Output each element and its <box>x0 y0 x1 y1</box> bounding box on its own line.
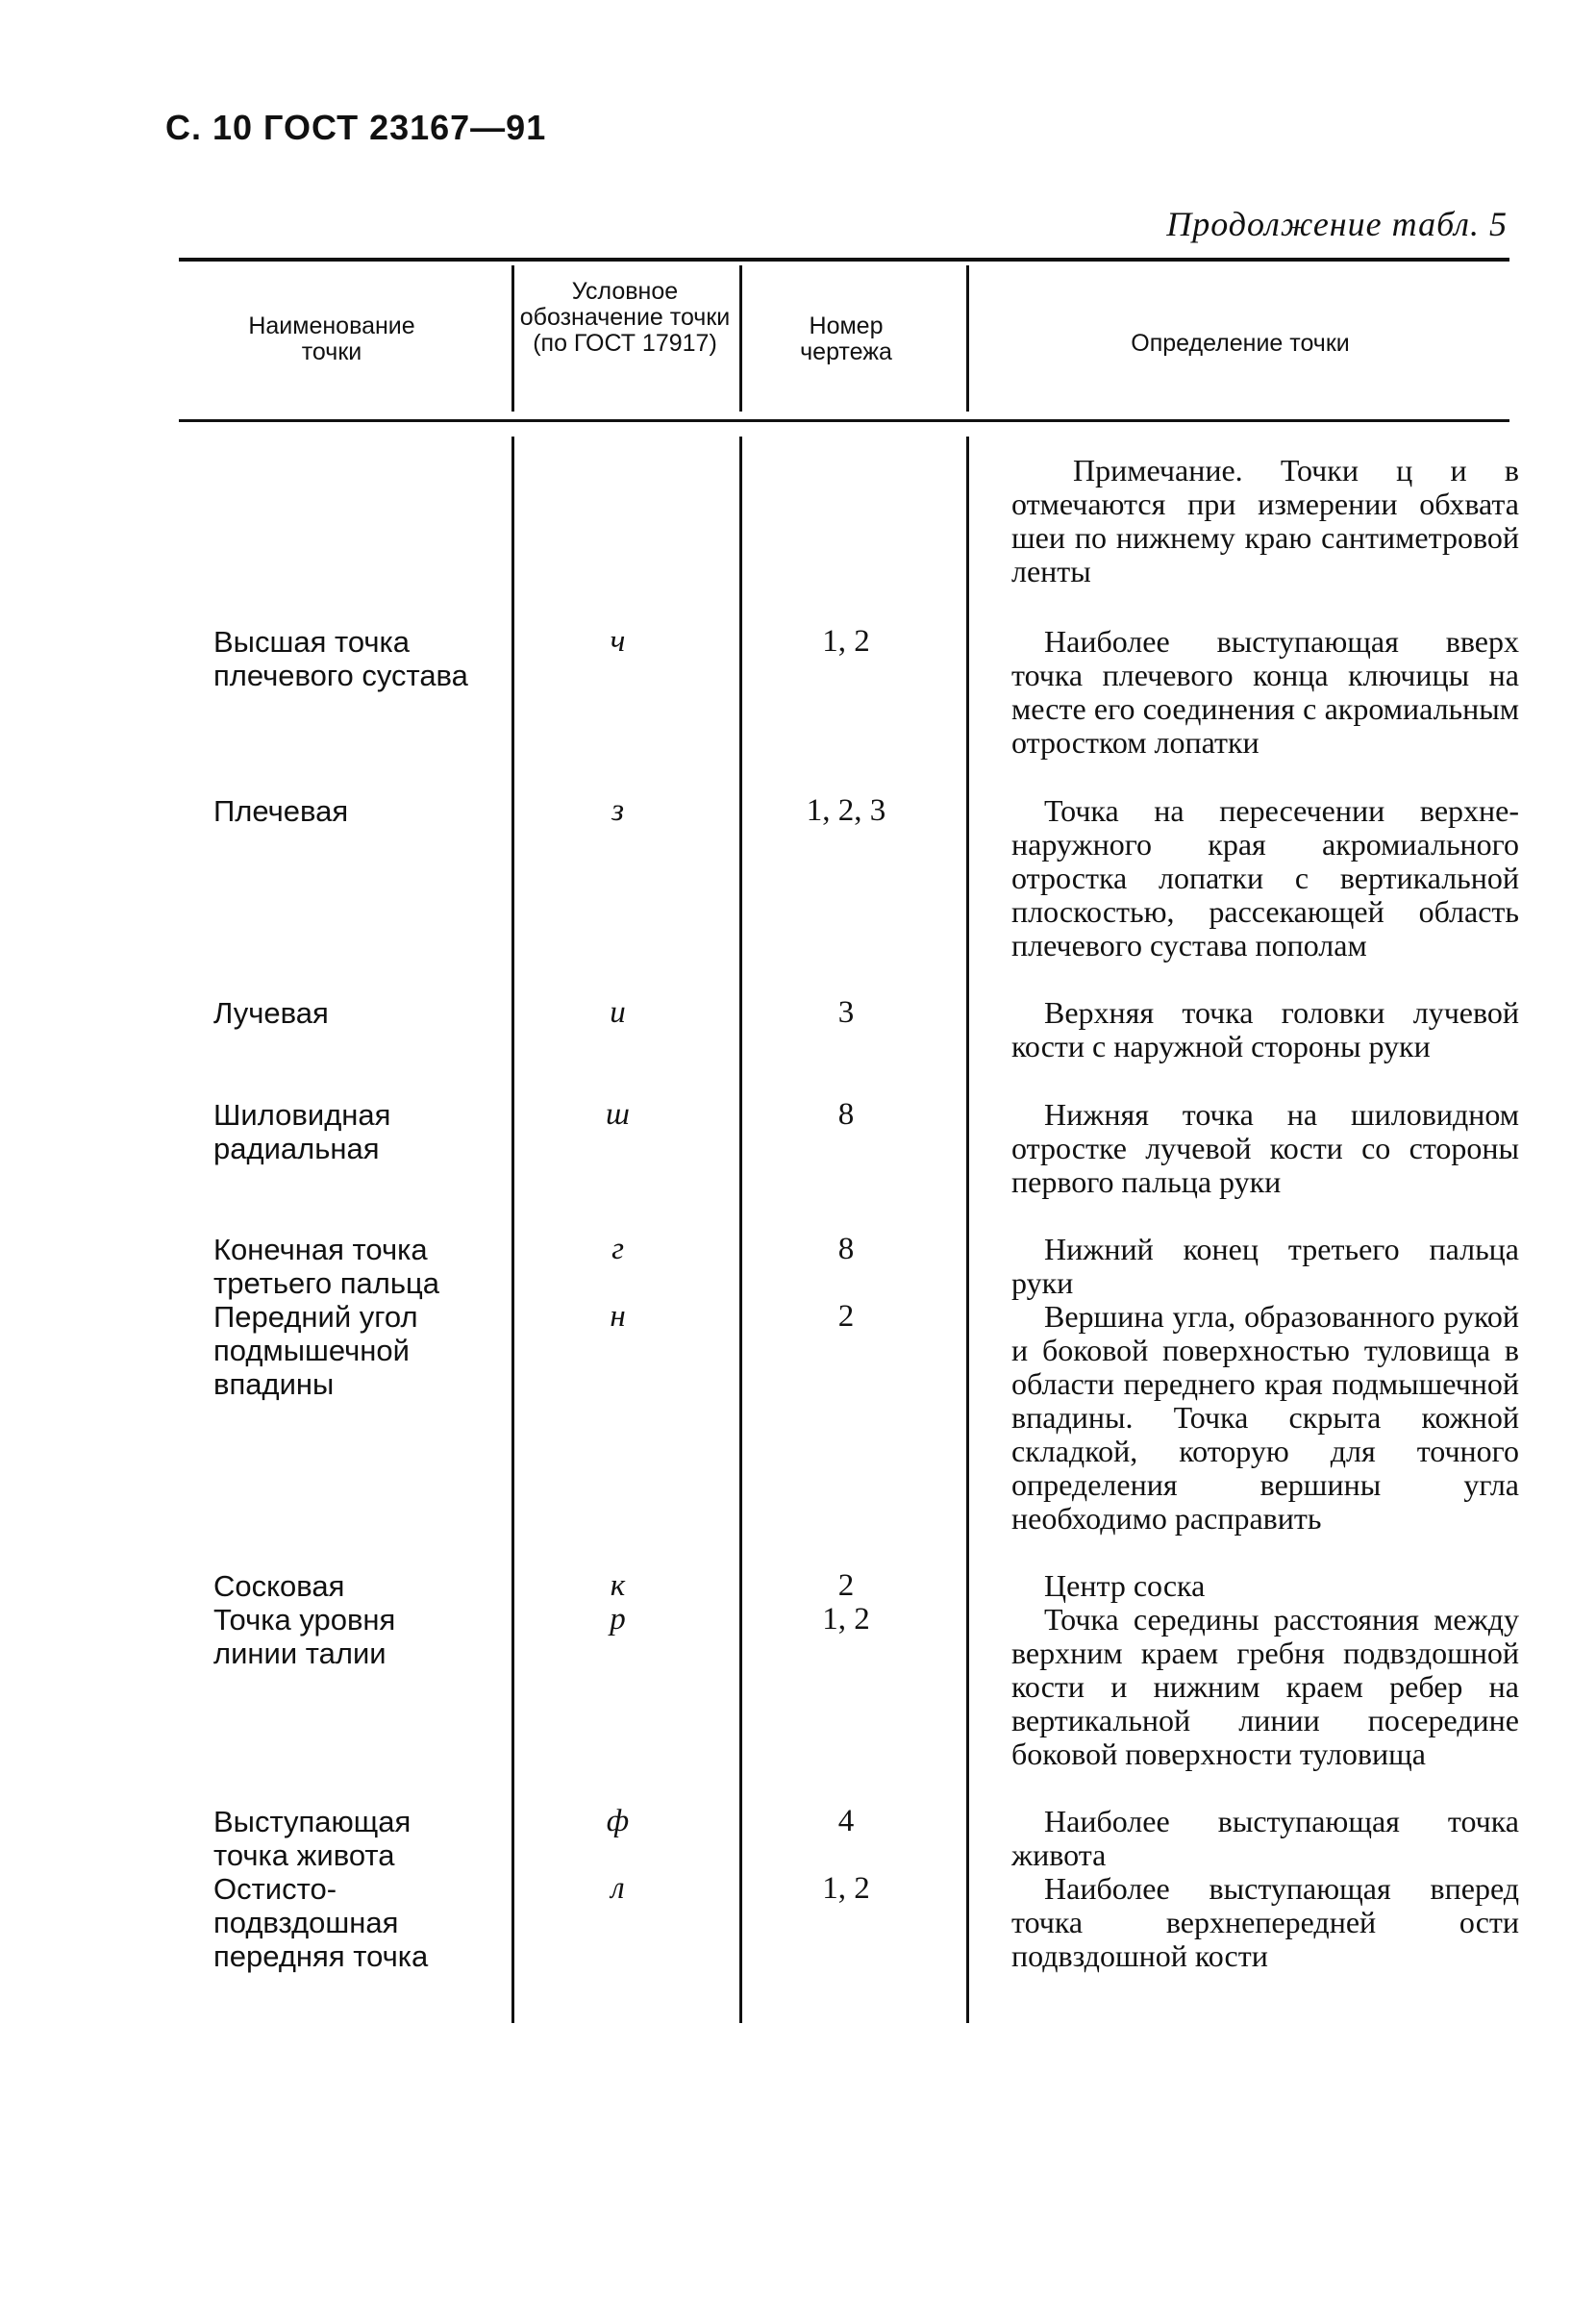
table-top-rule <box>179 258 1509 262</box>
row-8-definition: Наиболее выступающая точка живота <box>1011 1804 1519 1872</box>
row-0-drawing: 1, 2 <box>822 624 870 659</box>
row-0-name: Высшая точка плечевого сустава <box>213 625 468 692</box>
row-4-definition: Нижний конец третьего пальца руки <box>1011 1232 1519 1300</box>
column-header-definition: Определение точки <box>1131 330 1350 357</box>
row-6-definition: Центр соска <box>1044 1568 1206 1603</box>
row-5-name: Передний угол подмышечной впадины <box>213 1300 418 1401</box>
row-2-name: Лучевая <box>213 996 329 1030</box>
row-7-name: Точка уровня линии талии <box>213 1603 396 1670</box>
row-1-drawing: 1, 2, 3 <box>806 793 886 828</box>
row-1-definition: Точка на пересечении верхне-наружного края акромиального отростка лопатки с вертикальной плоскостью, рассекающей область плечевого сустава пополам <box>1011 793 1519 962</box>
row-1-name: Плечевая <box>213 794 349 828</box>
row-0-symbol: ч <box>610 624 626 659</box>
page-header: С. 10 ГОСТ 23167—91 <box>165 108 547 147</box>
row-2-definition: Верхняя точка головки лучевой кости с наружной стороны руки <box>1011 995 1519 1063</box>
row-6-name: Сосковая <box>213 1569 345 1603</box>
row-9-symbol: л <box>611 1871 625 1906</box>
row-7-drawing: 1, 2 <box>822 1602 870 1637</box>
row-1-symbol: з <box>611 793 624 828</box>
row-3-definition: Нижняя точка на шиловидном отростке лучевой кости со стороны первого пальца руки <box>1011 1097 1519 1199</box>
row-5-definition: Вершина угла, образованного рукой и боковой поверхностью туловища в области переднего края подмышечной впадины. Точка скрыта кожной складкой, которую для точного определения вершины угла необходимо расправить <box>1011 1299 1519 1536</box>
table-note: Примечание. Точки ц и в отмечаются при измерении обхвата шеи по нижнему краю сантиметровой ленты <box>1011 453 1519 588</box>
row-5-symbol: н <box>610 1299 626 1334</box>
row-8-drawing: 4 <box>837 1804 855 1838</box>
row-2-symbol: и <box>610 995 626 1030</box>
table-continuation-label: Продолжение табл. 5 <box>1166 205 1508 243</box>
row-3-symbol: ш <box>606 1097 630 1132</box>
row-8-symbol: ф <box>606 1804 630 1838</box>
row-9-name: Остисто-подвздошная передняя точка <box>213 1872 429 1973</box>
body-divider-3 <box>966 437 969 2023</box>
row-2-drawing: 3 <box>837 995 855 1030</box>
body-divider-1 <box>511 437 514 2023</box>
row-8-name: Выступающая точка живота <box>213 1805 411 1872</box>
row-6-drawing: 2 <box>837 1568 855 1603</box>
row-9-definition: Наиболее выступающая вперед точка верхнепередней ости подвздошной кости <box>1011 1871 1519 1973</box>
body-divider-2 <box>739 437 742 2023</box>
row-7-symbol: р <box>610 1602 626 1637</box>
row-4-name: Конечная точка третьего пальца <box>213 1233 439 1300</box>
row-0-definition: Наиболее выступающая вверх точка плечевого конца ключицы на месте его соединения с акромиальным отростком лопатки <box>1011 624 1519 760</box>
header-divider-3 <box>966 265 969 412</box>
row-3-name: Шиловидная радиальная <box>213 1098 391 1165</box>
column-header-symbol: Условное обозначение точки (по ГОСТ 17917) <box>519 278 731 357</box>
row-5-drawing: 2 <box>837 1299 855 1334</box>
column-header-name: Наименование точки <box>248 312 415 365</box>
column-header-drawing: Номер чертежа <box>800 312 892 365</box>
row-4-symbol: г <box>611 1232 624 1266</box>
row-9-drawing: 1, 2 <box>822 1871 870 1906</box>
row-6-symbol: к <box>610 1568 626 1603</box>
header-divider-2 <box>739 265 742 412</box>
header-divider-1 <box>511 265 514 412</box>
row-3-drawing: 8 <box>837 1097 855 1132</box>
row-4-drawing: 8 <box>837 1232 855 1266</box>
table-header-rule <box>179 419 1509 422</box>
row-7-definition: Точка середины расстояния между верхним краем гребня подвздошной кости и нижним краем ребер на вертикальной линии посередине боковой поверхности туловища <box>1011 1602 1519 1771</box>
